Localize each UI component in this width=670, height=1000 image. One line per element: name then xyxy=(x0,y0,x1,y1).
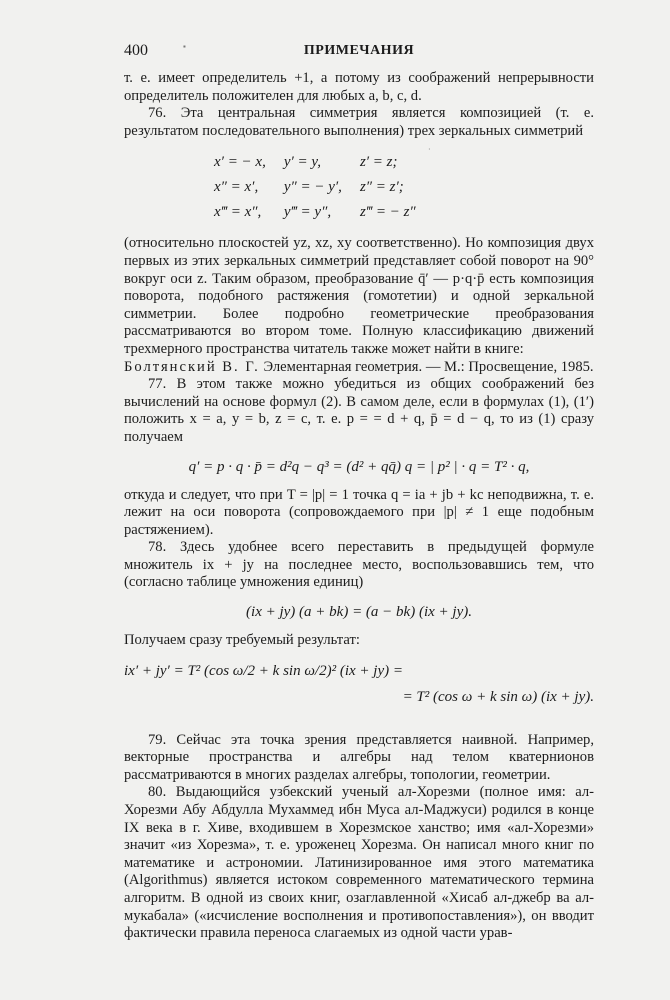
formula-row xyxy=(214,200,434,225)
formula-cell: x‴ = x″, xyxy=(214,204,262,221)
note-78: 78. Здесь удобнее всего переставить в предыдущей формуле множитель ix + jy на последнее место, воспользовавшись тем, что (согласно таблице умножения единиц) xyxy=(124,539,594,591)
formula-78: (ix + jy) (a + bk) = (a − bk) (ix + jy). xyxy=(246,604,472,621)
formula-line: ix′ + jy′ = T² (cos ω/2 + k sin ω/2)² (ix + jy) = xyxy=(124,662,403,679)
page-body xyxy=(124,70,594,943)
note-77: 77. В этом также можно убедиться из общих соображений без вычислений на основе формул (2). В самом деле, если в формулах (1), (1′) положить x = a, y = b, z = c, т. е. p = = d + q, p̄ = d − q, то из (1) сразу получаем xyxy=(124,376,594,445)
formula-cell: y′ = y, xyxy=(283,154,321,171)
symmetry-formulas xyxy=(214,150,434,225)
note-76-continued: (относительно плоскостей yz, xz, xy соответственно). Но композиция двух первых из этих зеркальных симметрий представляет собой поворот на 90° вокруг оси z. Таким образом, преобразование q̄′ — p·q·p̄ есть композиция поворота, подобного растяжения (гомотетии) и одной зеркальной симметрии. Более подробно геометрические преобразования рассматриваются во втором томе. Полную классификацию движений трехмерного пространства читатель также может найти в книге: xyxy=(124,235,594,357)
formula-78-result xyxy=(124,658,594,710)
formula-cell: z″ = z′; xyxy=(359,179,404,196)
formula-line: = T² (cos ω + k sin ω) (ix + jy). xyxy=(402,688,594,705)
formula-77: q′ = p · q · p̄ = d²q − q³ = (d² + qq̄) q = | p² | · q = T² · q, xyxy=(188,458,530,475)
formula-cell: x′ = − x, xyxy=(214,154,266,171)
note-78-continued: Получаем сразу требуемый результат: xyxy=(124,632,360,649)
paragraph-continuation: т. е. имеет определитель +1, а потому из соображений непрерывности определитель положителен для любых a, b, c, d. xyxy=(124,70,594,104)
page-title: ПРИМЕЧАНИЯ xyxy=(303,43,415,58)
note-79: 79. Сейчас эта точка зрения представляется наивной. Например, векторные пространства и алгебры над телом кватернионов рассматриваются в многих разделах алгебры, топологии, геометрии. xyxy=(124,731,594,783)
formula-cell: y″ = − y′, xyxy=(283,179,342,196)
page-header xyxy=(124,42,594,62)
page-number: 400 xyxy=(124,42,148,59)
formula-cell: z‴ = − z″ xyxy=(359,204,416,221)
reference-author: Болтянский В. Г. xyxy=(124,358,260,375)
formula-cell: y‴ = y″, xyxy=(283,204,332,221)
reference-title: Элементарная геометрия. — М.: Просвещение, 1985. xyxy=(263,358,594,375)
formula-row xyxy=(214,175,434,200)
formula-cell: z′ = z; xyxy=(359,154,398,171)
note-77-continued: откуда и следует, что при T = |p| = 1 точка q = ia + jb + kc неподвижна, т. е. лежит на оси поворота (сопровождаемого при |p| ≠ 1 еще подобным растяжением). xyxy=(124,486,594,538)
note-76: 76. Эта центральная симметрия является композицией (т. е. результатом последовательного выполнения) трех зеркальных симметрий xyxy=(124,105,594,139)
note-76-reference xyxy=(124,359,594,377)
note-80: 80. Выдающийся узбекский ученый ал-Хорезми (полное имя: ал-Хорезми Абу Абдулла Мухаммед ибн Муса ал-Маджуси) родился в конце IX века в г. Хиве, входившем в Хорезмское ханство; имя «ал-Хорезми» значит «из Хорезма», т. е. уроженец Хорезма. Он написал много книг по математике и астрономии. Латинизированное имя этого математика (Algorithmus) является истоком современного математического термина алгоритм. В одной из своих книг, озаглавленной «Хисаб ал-джебр ва ал-мукабала» («исчисление восполнения и противопоставления»), он вводит фактически правила переноса слагаемых из одной части урав- xyxy=(124,784,594,942)
formula-row xyxy=(214,150,434,175)
print-mark: ▪ xyxy=(183,42,186,51)
formula-cell: x″ = x′, xyxy=(214,179,259,196)
print-mark: · xyxy=(428,145,431,154)
